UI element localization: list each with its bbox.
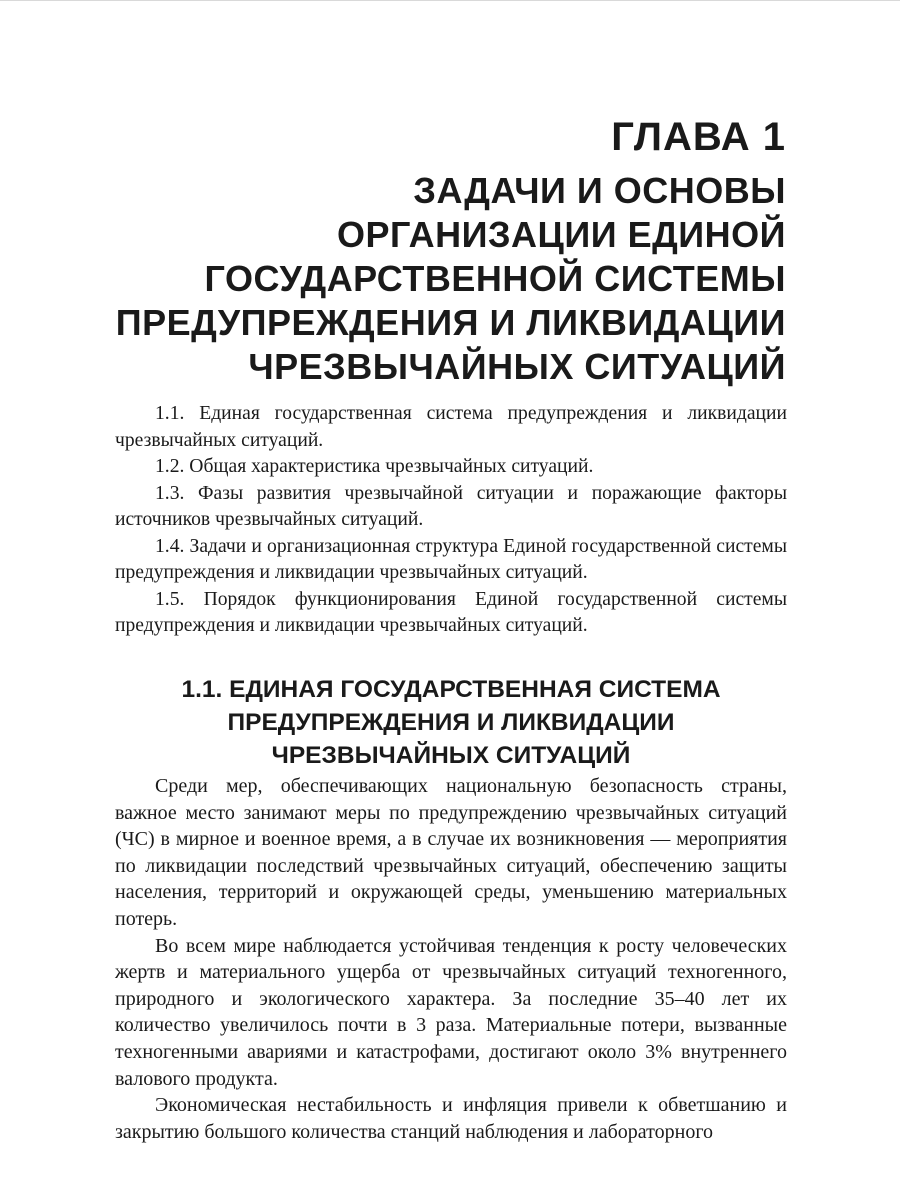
- chapter-title-line: ЧРЕЗВЫЧАЙНЫХ СИТУАЦИЙ: [248, 346, 786, 387]
- body-paragraph: Среди мер, обеспечивающих национальную безопасность страны, важное место занимают меры по предупреждению чрезвычайных ситуаций (ЧС) в мирное и военное время, а в случае их возникновения — мероприятия по ликвидации последствий чрезвычайных ситуаций, обеспечению защиты населения, территорий и окружающей среды, уменьшению материальных потерь.: [115, 775, 787, 930]
- section-body: [115, 773, 787, 1145]
- contents-item: 1.4. Задачи и организационная структура Единой государственной системы предупреждения и ликвидации чрезвычайных ситуаций.: [115, 535, 787, 583]
- section-heading-line: 1.1. ЕДИНАЯ ГОСУДАРСТВЕННАЯ СИСТЕМА: [181, 676, 721, 703]
- section-heading: [115, 673, 787, 772]
- contents-item: 1.5. Порядок функционирования Единой государственной системы предупреждения и ликвидации чрезвычайных ситуаций.: [115, 588, 787, 636]
- section-heading-line: ПРЕДУПРЕЖДЕНИЯ И ЛИКВИДАЦИИ: [227, 709, 675, 736]
- contents-item: 1.1. Единая государственная система предупреждения и ликвидации чрезвычайных ситуаций.: [115, 403, 787, 451]
- chapter-title-line: ОРГАНИЗАЦИИ ЕДИНОЙ: [336, 214, 786, 255]
- contents-item: 1.3. Фазы развития чрезвычайной ситуации и поражающие факторы источников чрезвычайных ситуаций.: [115, 482, 787, 530]
- section-heading-line: ЧРЕЗВЫЧАЙНЫХ СИТУАЦИЙ: [271, 742, 631, 769]
- chapter-contents: [115, 401, 787, 640]
- body-paragraph: Экономическая нестабильность и инфляция привели к обветшанию и закрытию большого количества станций наблюдения и лабораторного: [115, 1094, 787, 1143]
- body-paragraph: Во всем мире наблюдается устойчивая тенденция к росту человеческих жертв и материального ущерба от чрезвычайных ситуаций техногенного, природного и экологического характера. За последние 35–40 лет их количество увеличилось почти в 3 раза. Материальные потери, вызванные техногенными авариями и катастрофами, достигают около 3% внутреннего валового продукта.: [115, 934, 787, 1090]
- chapter-label: ГЛАВА 1: [611, 115, 786, 159]
- chapter-title-line: ПРЕДУПРЕЖДЕНИЯ И ЛИКВИДАЦИИ: [115, 302, 786, 343]
- contents-item: 1.2. Общая характеристика чрезвычайных ситуаций.: [155, 456, 594, 477]
- chapter-title: [116, 169, 786, 389]
- chapter-title-line: ГОСУДАРСТВЕННОЙ СИСТЕМЫ: [204, 258, 786, 299]
- chapter-title-line: ЗАДАЧИ И ОСНОВЫ: [413, 170, 786, 211]
